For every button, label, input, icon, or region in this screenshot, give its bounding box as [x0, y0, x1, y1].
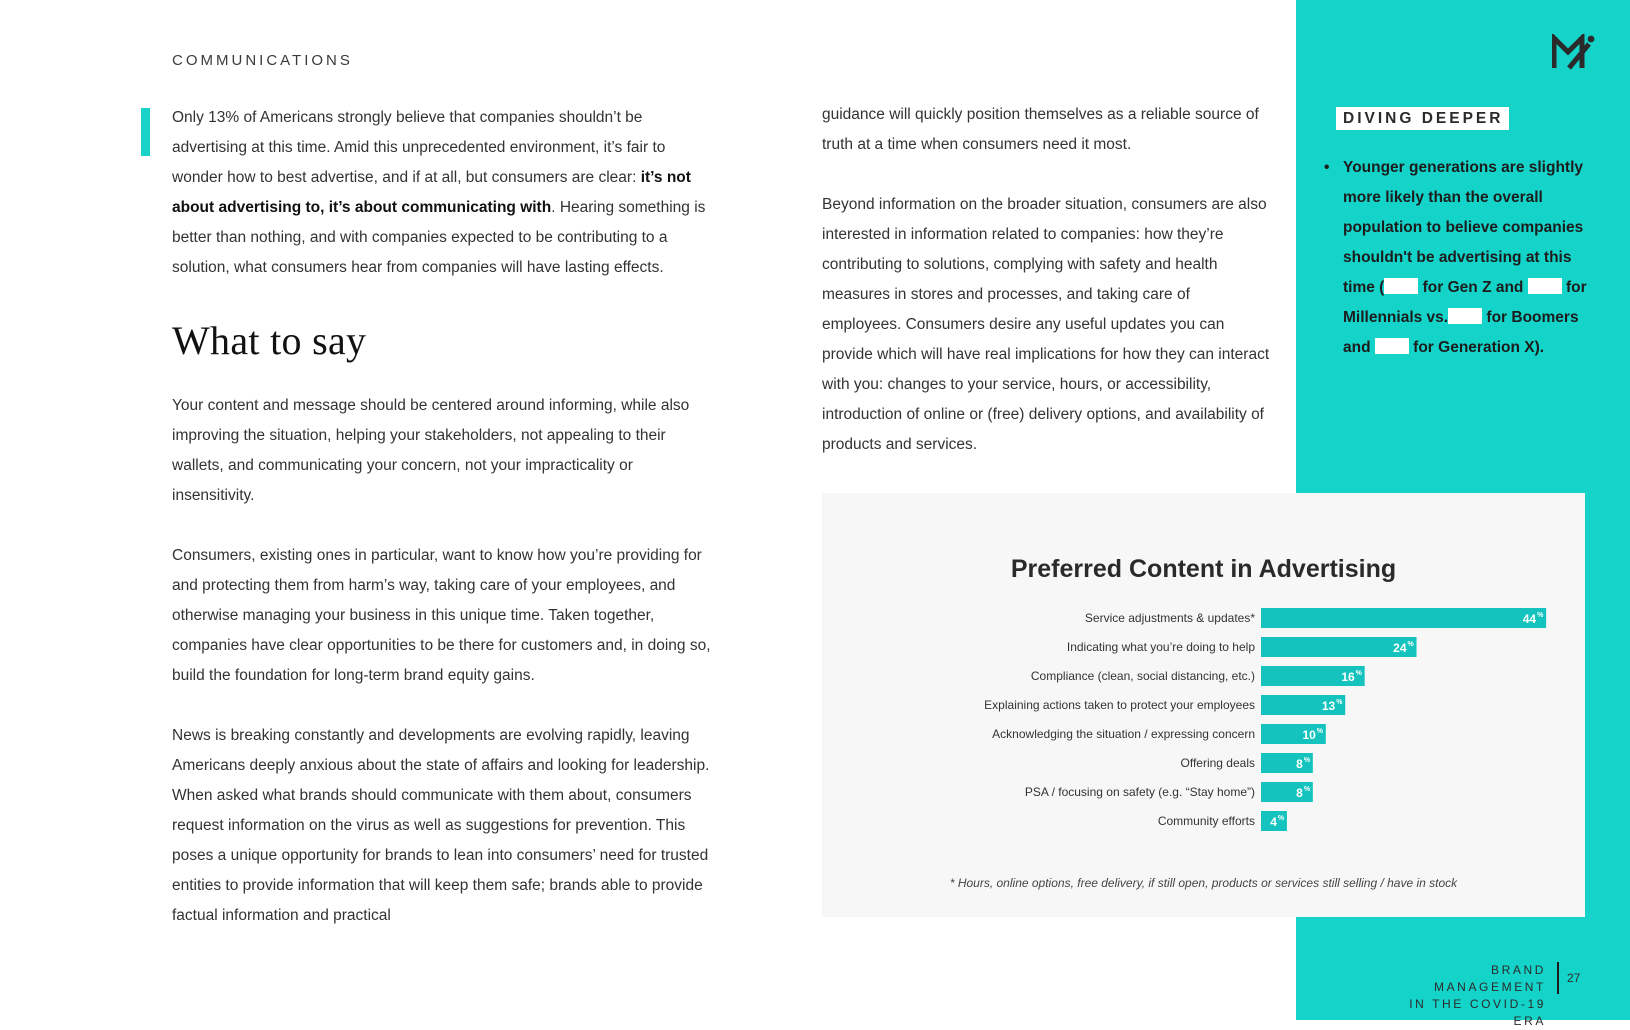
diving-deeper-item [1324, 153, 1594, 363]
diving-deeper-list [1324, 153, 1594, 363]
category-label: Service adjustments & updates* [1084, 611, 1255, 625]
bar-value-label: 24 [1393, 641, 1407, 655]
diving-deeper-label: DIVING DEEPER [1336, 107, 1509, 130]
accent-bar [141, 108, 150, 156]
bar-unit-label: % [1355, 670, 1362, 677]
chart-title: Preferred Content in Advertising [1010, 555, 1397, 583]
dd-text-4: for Boomers and [1343, 309, 1579, 356]
bar-chart [822, 493, 1585, 917]
intro-text-a: Only 13% of Americans strongly believe that companies shouldn’t be advertising at this time. Amid this unprecedented environment, it’s fair to wonder how to best advertise, and if at all, but consumers are clear: [172, 109, 666, 186]
bar-unit-label: % [1316, 728, 1324, 735]
guidance-paragraph: guidance will quickly position themselves as a reliable source of truth at a time when consumers need it most. [822, 106, 1259, 153]
chart-card [822, 493, 1585, 917]
bar-value-label: 8 [1296, 786, 1303, 800]
bar-unit-label: % [1303, 786, 1311, 793]
category-label: Offering deals [1180, 756, 1255, 770]
bar-value-label: 13 [1321, 699, 1336, 713]
redacted-value-box [1384, 278, 1418, 294]
intro-text-c: . Hearing something is better than nothing, and with companies expected to be contributing to a solution, what consumers hear from companies will have lasting effects. [172, 199, 706, 276]
bar-value-label: 16 [1341, 670, 1355, 684]
bar-unit-label: % [1407, 641, 1414, 648]
bar-value-label: 44 [1522, 612, 1537, 626]
redacted-value-box [1448, 308, 1482, 324]
dd-text-5: for Generation X). [1408, 339, 1545, 356]
bar-unit-label: % [1303, 757, 1311, 764]
bar-unit-label: % [1277, 815, 1285, 822]
chart-footnote: * Hours, online options, free delivery, if still open, products or services still selling / have in stock [949, 876, 1458, 890]
redacted-value-box [1528, 278, 1562, 294]
dd-text-1: Younger generations are slightly more likely than the overall population to believe companies shouldn't be advertising at this time ( [1343, 159, 1584, 296]
bar-value-label: 4 [1270, 815, 1277, 829]
news-paragraph: News is breaking constantly and developments are evolving rapidly, leaving Americans deeply anxious about the state of affairs and looking for leadership. When asked what brands should communicate with them about, consumers request information on the virus as well as suggestions for prevention. This poses a unique opportunity for brands to lean into consumers’ need for trusted entities to provide information that will keep them safe; brands able to provide factual information and practical [172, 727, 710, 924]
category-label: Compliance (clean, social distancing, etc.) [1030, 669, 1255, 683]
page-number: 27 [1567, 971, 1581, 985]
dd-text-2: for Gen Z and [1418, 279, 1528, 296]
beyond-information-paragraph: Beyond information on the broader situation, consumers are also interested in information related to companies: how they’re contributing to solutions, complying with safety and health measures in stores and processes, and taking care of employees. Consumers desire any useful updates you can provide which will have real implications for how they can interact with you: changes to your service, hours, or accessibility, introduction of online or (free) delivery options, and availability of products and services. [822, 196, 1270, 453]
bar-value-label: 10 [1302, 728, 1316, 742]
footer-line-1: BRAND MANAGEMENT [1433, 963, 1546, 994]
section-label: COMMUNICATIONS [172, 52, 353, 69]
bar-unit-label: % [1336, 699, 1343, 706]
bar-unit-label: % [1537, 612, 1544, 619]
intro-paragraph [172, 103, 717, 283]
bar [1261, 608, 1546, 628]
intro-emphasis: it’s not about advertising to, it’s about communicating with [172, 169, 691, 216]
brand-m-logo-icon [1552, 34, 1596, 70]
category-label: Explaining actions taken to protect your employees [984, 698, 1255, 712]
middle-column [822, 100, 1272, 460]
redacted-value-box [1375, 338, 1409, 354]
left-column [172, 103, 717, 931]
footer-divider [1557, 962, 1559, 994]
content-message-paragraph: Your content and message should be centered around informing, while also improving the situation, helping your stakeholders, not appealing to their wallets, and communicating your concern, not your impracticality or insensitivity. [172, 397, 690, 504]
footer-line-2: IN THE COVID-19 ERA [1409, 997, 1546, 1028]
what-to-say-heading: What to say [172, 318, 367, 363]
category-label: Community efforts [1157, 814, 1255, 828]
category-label: PSA / focusing on safety (e.g. “Stay home”) [1024, 785, 1255, 799]
consumers-paragraph: Consumers, existing ones in particular, want to know how you’re providing for and protecting them from harm’s way, taking care of your employees, and otherwise managing your business in this unique time. Taken together, companies have clear opportunities to be there for customers and, in doing so, build the foundation for long-term brand equity gains. [172, 547, 711, 684]
bar-value-label: 8 [1296, 757, 1303, 771]
dd-text-3: for Millennials vs. [1343, 279, 1587, 326]
category-label: Acknowledging the situation / expressing concern [992, 727, 1255, 741]
category-label: Indicating what you’re doing to help [1066, 640, 1255, 654]
